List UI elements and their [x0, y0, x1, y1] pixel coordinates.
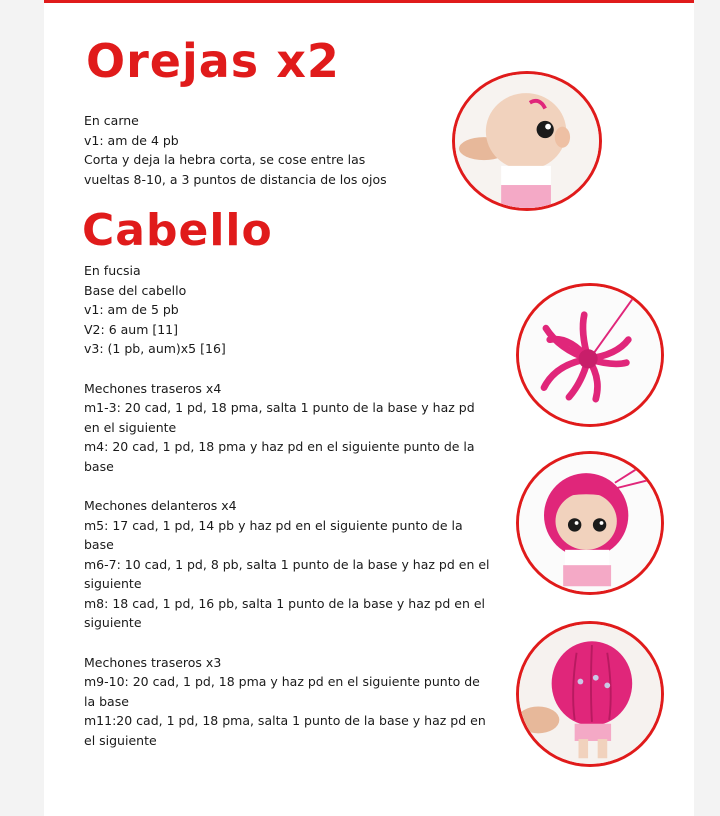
instruction-line: En carne [84, 113, 139, 128]
instruction-line: m5: 17 cad, 1 pd, 14 pb y haz pd en el siguiente punto de la base [84, 517, 463, 552]
orejas-instructions [84, 111, 404, 189]
instruction-line: m9-10: 20 cad, 1 pd, 18 pma y haz pd en el siguiente punto de la base [84, 674, 480, 709]
subsection-heading: Mechones traseros x4 [84, 380, 222, 396]
instruction-line: v1: am de 5 pb [84, 302, 179, 317]
instruction-line: V2: 6 aum [11] [84, 321, 179, 337]
doll-back-hair-illustration [519, 624, 661, 764]
instruction-line: v1: am de 4 pb [84, 132, 179, 148]
photo-doll-back-hair [516, 621, 664, 767]
instruction-line: m8: 18 cad, 1 pd, 16 pb, salta 1 punto de la base y haz pd en el siguiente [84, 595, 486, 630]
cabello-instructions [84, 261, 494, 750]
subsection-heading: Mechones delanteros x4 [84, 498, 237, 513]
instruction-line: m4: 20 cad, 1 pd, 18 pma y haz pd en el siguiente punto de la base [84, 439, 475, 474]
instruction-line: En fucsia [84, 263, 141, 278]
hair-base-illustration [519, 286, 661, 424]
photo-doll-ear [452, 71, 602, 211]
photo-doll-front-hair [516, 451, 664, 595]
photo-hair-base [516, 283, 664, 427]
instruction-line: Corta y deja la hebra corta, se cose entre las vueltas 8-10, a 3 puntos de distancia de los ojos [84, 152, 387, 187]
instruction-line: v3: (1 pb, aum)x5 [16] [84, 341, 226, 356]
instruction-line: m1-3: 20 cad, 1 pd, 18 pma, salta 1 punto de la base y haz pd en el siguiente [84, 400, 475, 435]
instruction-line: m6-7: 10 cad, 1 pd, 8 pb, salta 1 punto de la base y haz pd en el siguiente [84, 556, 490, 591]
doll-front-hair-illustration [519, 454, 661, 592]
document-page [44, 0, 694, 816]
section-title-orejas: Orejas x2 [86, 34, 340, 88]
instruction-line: m11:20 cad, 1 pd, 18 pma, salta 1 punto de la base y haz pd en el siguiente [84, 713, 486, 748]
subsection-heading: Mechones traseros x3 [84, 654, 222, 670]
section-title-cabello: Cabello [82, 205, 273, 256]
doll-ear-illustration [455, 74, 599, 208]
instruction-line: Base del cabello [84, 282, 187, 298]
